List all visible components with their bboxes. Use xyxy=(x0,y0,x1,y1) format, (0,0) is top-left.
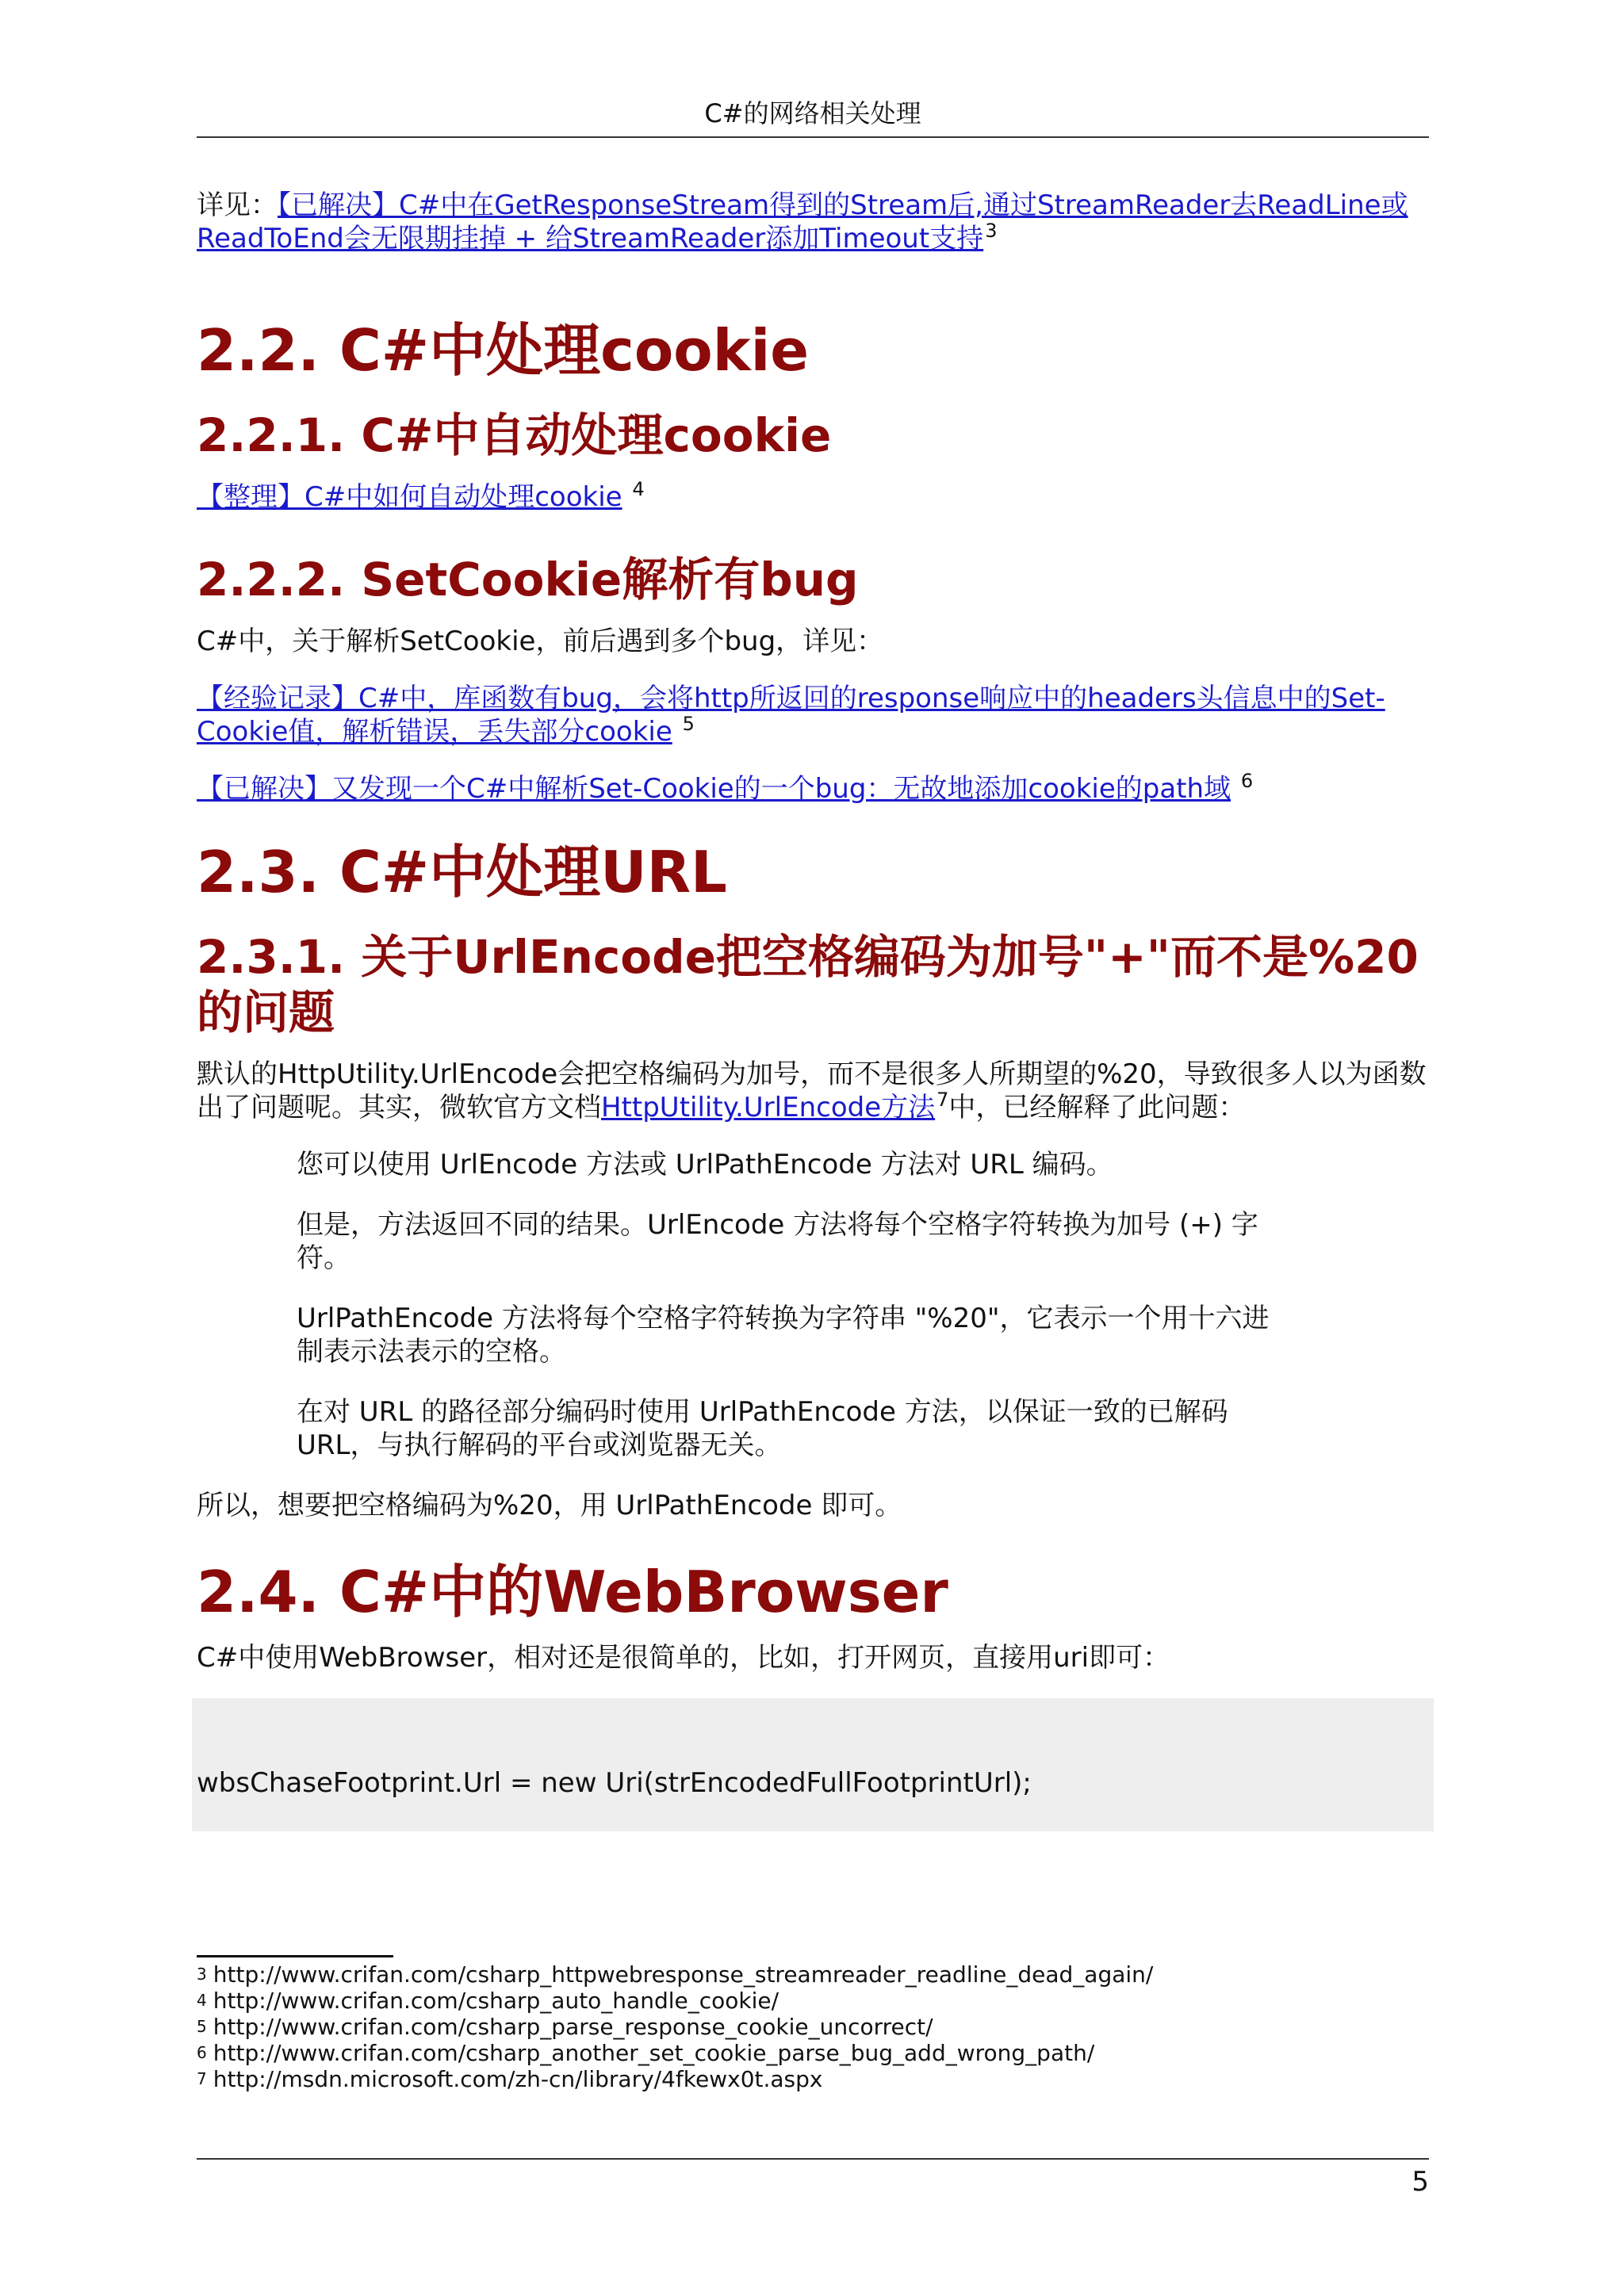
setcookie-link-1[interactable]: 【经验记录】C#中，库函数有bug，会将http所返回的response响应中的headers头信息中的Set-Cookie值，解析错误，丢失部分cookie xyxy=(197,683,1385,748)
urlencode-conclusion: 所以，想要把空格编码为%20，用 UrlPathEncode 即可。 xyxy=(197,1490,902,1521)
setcookie-link1-paragraph xyxy=(197,682,1429,748)
footnote-url: http://www.crifan.com/csharp_httpwebresponse_streamreader_readline_dead_again/ xyxy=(213,1961,1154,1988)
footer-rule xyxy=(197,2158,1429,2160)
urlencode-paragraph xyxy=(197,1058,1429,1124)
page-number: 5 xyxy=(1411,2166,1429,2198)
footnote-separator xyxy=(197,1955,393,1957)
setcookie-intro-text: C#中，关于解析SetCookie，前后遇到多个bug，详见： xyxy=(197,626,884,657)
footnote-ref[interactable]: 4 xyxy=(632,478,645,500)
setcookie-link2-paragraph xyxy=(197,772,1429,806)
webbrowser-intro-text: C#中使用WebBrowser，相对还是很简单的，比如，打开网页，直接用uri即可： xyxy=(197,1642,1170,1674)
page-content xyxy=(197,189,1429,1831)
section-heading-2-2-2: 2.2.2. SetCookie解析有bug xyxy=(197,553,859,607)
section-heading-2-2: 2.2. C#中处理cookie xyxy=(197,317,810,384)
setcookie-link-2[interactable]: 【已解决】又发现一个C#中解析Set-Cookie的一个bug：无故地添加cookie的path域 xyxy=(197,773,1231,805)
footnote-number: 5 xyxy=(197,2017,207,2036)
footnote-item xyxy=(197,1988,1429,2014)
footnote-number: 4 xyxy=(197,1991,207,2010)
footnotes-list xyxy=(197,1961,1429,2092)
footnote-item xyxy=(197,2040,1429,2066)
section-heading-2-2-1: 2.2.1. C#中自动处理cookie xyxy=(197,408,832,462)
footnote-item xyxy=(197,2066,1429,2092)
urlencode-doc-link[interactable]: HttpUtility.UrlEncode方法 xyxy=(601,1092,936,1123)
auto-cookie-paragraph xyxy=(197,480,1429,514)
footnote-number: 3 xyxy=(197,1965,207,1984)
footnote-url: http://www.crifan.com/csharp_auto_handle_cookie/ xyxy=(213,1988,779,2014)
quote-paragraph: 您可以使用 UrlEncode 方法或 UrlPathEncode 方法对 URL 编码。 xyxy=(297,1149,1113,1181)
urlencode-text-suffix: 中，已经解释了此问题： xyxy=(948,1092,1246,1123)
quote-paragraph: UrlPathEncode 方法将每个空格字符转换为字符串 "%20"，它表示一个用十六进制表示法表示的空格。 xyxy=(297,1303,1270,1368)
footnote-url: http://www.crifan.com/csharp_another_set_cookie_parse_bug_add_wrong_path/ xyxy=(213,2040,1095,2066)
page-header-title: C#的网络相关处理 xyxy=(197,94,1429,138)
intro-paragraph xyxy=(197,189,1429,255)
section-heading-2-3-1: 2.3.1. 关于UrlEncode把空格编码为加号"+"而不是%20的问题 xyxy=(197,930,1419,1039)
section-heading-2-3: 2.3. C#中处理URL xyxy=(197,839,727,905)
footnote-item xyxy=(197,1961,1429,1988)
intro-prefix: 详见： xyxy=(197,189,278,221)
footnote-item xyxy=(197,2014,1429,2040)
code-line: wbsChaseFootprint.Url = new Uri(strEncodedFullFootprintUrl); xyxy=(197,1767,1032,1799)
section-heading-2-4: 2.4. C#中的WebBrowser xyxy=(197,1559,948,1625)
footnote-ref[interactable]: 6 xyxy=(1240,770,1254,792)
block-quote xyxy=(297,1148,1288,1462)
quote-paragraph: 在对 URL 的路径部分编码时使用 UrlPathEncode 方法，以保证一致的已解码 URL，与执行解码的平台或浏览器无关。 xyxy=(297,1396,1228,1461)
footnote-ref[interactable]: 5 xyxy=(682,713,695,735)
quote-paragraph: 但是，方法返回不同的结果。UrlEncode 方法将每个空格字符转换为加号 (+) 字符。 xyxy=(297,1209,1258,1274)
auto-cookie-link[interactable]: 【整理】C#中如何自动处理cookie xyxy=(197,481,622,513)
footnote-ref[interactable]: 3 xyxy=(985,220,998,242)
footnote-number: 6 xyxy=(197,2043,207,2062)
footnote-ref[interactable]: 7 xyxy=(936,1089,949,1111)
footnote-url: http://msdn.microsoft.com/zh-cn/library/4fkewx0t.aspx xyxy=(213,2066,823,2092)
urlencode-text-prefix: 默认的HttpUtility.UrlEncode会把空格编码为加号，而不是很多人所期望的%20，导致很多人以为函数出了问题呢。其实，微软官方文档 xyxy=(197,1058,1427,1123)
code-block xyxy=(192,1698,1434,1831)
footnote-url: http://www.crifan.com/csharp_parse_response_cookie_uncorrect/ xyxy=(213,2014,933,2040)
intro-link[interactable]: 【已解决】C#中在GetResponseStream得到的Stream后,通过StreamReader去ReadLine或ReadToEnd会无限期挂掉 + 给StreamReader添加Timeout支持 xyxy=(197,189,1408,254)
footnote-number: 7 xyxy=(197,2069,207,2088)
